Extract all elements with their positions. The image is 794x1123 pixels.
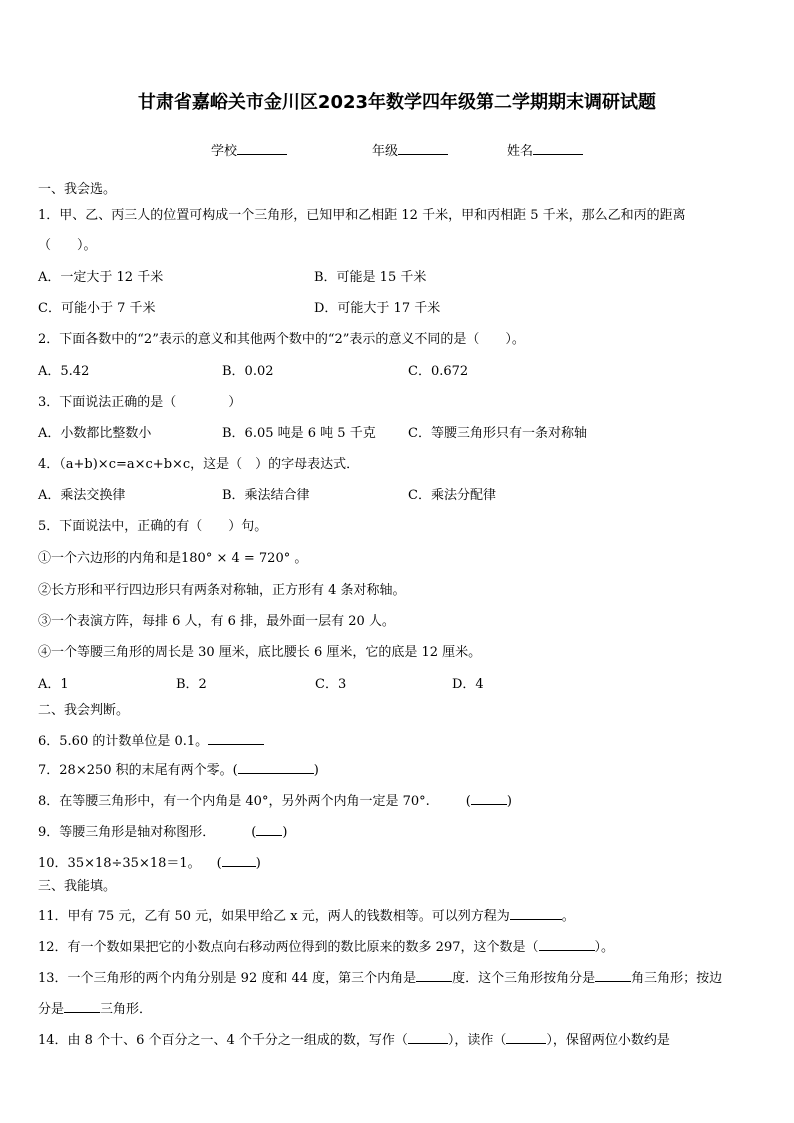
option-a[interactable]: A．乘法交换律 [38,488,126,503]
paren-open: ( [216,856,222,871]
question-10 [38,853,261,872]
option-b[interactable]: B．可能是 15 千米 [314,270,427,285]
name-label: 姓名 [507,144,534,159]
period: 。 [561,909,575,924]
answer-blank[interactable] [408,1030,448,1044]
option-b[interactable]: B．0.02 [222,364,274,379]
option-d[interactable]: D．4 [452,677,484,692]
question-text: 9．等腰三角形是轴对称图形． [38,825,216,840]
question-text: 13．一个三角形的两个内角分别是 92 度和 44 度，第三个内角是 [38,971,417,986]
school-label: 学校 [211,144,238,159]
question-text: 8．在等腰三角形中，有一个内角是 40°，另外两个内角一定是 70°. [38,794,430,809]
question-text: 4．（a+b)×c=a×c+b×c，这是（ ）的字母表达式． [38,457,360,472]
statement-1: ①一个六边形的内角和是180° × 4 = 720° 。 [38,551,308,566]
question-11 [38,906,575,925]
question-text: （ ）。 [38,238,97,253]
statement-3: ③一个表演方阵，每排 6 人，有 6 排，最外面一层有 20 人。 [38,614,395,629]
question-text: 3．下面说法正确的是（ ） [38,395,242,410]
option-c[interactable]: C．可能小于 7 千米 [38,301,156,316]
option-d[interactable]: D．可能大于 17 千米 [314,301,441,316]
answer-blank[interactable] [222,853,256,867]
question-12 [38,937,614,956]
answer-blank[interactable] [208,731,264,745]
question-text: 11．甲有 75 元，乙有 50 元，如果甲给乙 x 元，两人的钱数相等。可以列方程为 [38,909,510,924]
question-13-line1 [38,968,722,987]
page-title: 甘肃省嘉峪关市金川区2023年数学四年级第二学期期末调研试题 [137,92,657,113]
question-6 [38,731,264,750]
school-field [211,140,287,159]
question-text: 2．下面各数中的“2”表示的意义和其他两个数中的“2”表示的意义不同的是（ ）。 [38,332,525,347]
section-heading: 一、我会选。 [38,182,117,197]
question-text: 12．有一个数如果把它的小数点向右移动两位得到的数比原来的数多 297，这个数是（ [38,940,539,955]
question-text: 5．下面说法中，正确的有（ ）句。 [38,519,268,534]
question-9 [38,822,287,841]
answer-blank[interactable] [539,937,595,951]
answer-blank[interactable] [238,760,314,774]
statement-2: ②长方形和平行四边形只有两条对称轴，正方形有 4 条对称轴。 [38,583,406,598]
question-8 [38,791,512,810]
answer-blank[interactable] [595,968,631,982]
option-a[interactable]: A．5.42 [38,364,90,379]
question-text: 6．5.60 的计数单位是 0.1。 [38,734,209,749]
option-a[interactable]: A．1 [38,677,69,692]
question-text: 分是 [38,1002,65,1017]
question-text: 7．28×250 积的末尾有两个零。( [38,763,238,778]
paren-close: ) [255,856,261,871]
option-c[interactable]: C．3 [315,677,347,692]
paren-close: ) [282,825,288,840]
option-c[interactable]: C．乘法分配律 [408,488,496,503]
question-13-line2 [38,999,152,1018]
answer-blank[interactable] [510,906,562,920]
question-text: ），读作（ [447,1033,507,1048]
answer-blank[interactable] [256,822,282,836]
option-b[interactable]: B．6.05 吨是 6 吨 5 千克 [222,426,376,441]
question-text: ），保留两位小数约是 [546,1033,670,1048]
paren-open: ( [465,794,471,809]
paren-close: ) [313,763,319,778]
grade-label: 年级 [372,144,399,159]
question-text: 1．甲、乙、丙三人的位置可构成一个三角形，已知甲和乙相距 12 千米，甲和丙相距 5 千米，那么乙和丙的距离 [38,208,686,223]
section-heading: 二、我会判断。 [38,703,130,718]
section-heading: 三、我能填。 [38,879,117,894]
option-a[interactable]: A．一定大于 12 千米 [38,270,164,285]
question-text: 角三角形；按边 [631,971,723,986]
answer-blank[interactable] [506,1030,546,1044]
name-field [507,140,583,159]
paren-open: ( [251,825,257,840]
statement-4: ④一个等腰三角形的周长是 30 厘米，底比腰长 6 厘米，它的底是 12 厘米。 [38,645,482,660]
option-b[interactable]: B．2 [176,677,207,692]
option-a[interactable]: A．小数都比整数小 [38,426,152,441]
option-c[interactable]: C．等腰三角形只有一条对称轴 [408,426,587,441]
question-text: 10．35×18÷35×18＝1。 [38,856,201,871]
answer-blank[interactable] [471,791,507,805]
grade-field [372,140,448,159]
question-7 [38,760,319,779]
paren-close: ) [506,794,512,809]
option-b[interactable]: B．乘法结合律 [222,488,310,503]
answer-blank[interactable] [416,968,452,982]
grade-blank[interactable] [398,141,448,155]
question-text: 14．由 8 个十、6 个百分之一、4 个千分之一组成的数，写作（ [38,1033,408,1048]
question-14 [38,1030,670,1049]
paren-close: ）。 [594,940,615,955]
school-blank[interactable] [237,141,287,155]
question-text: 度．这个三角形按角分是 [452,971,596,986]
option-c[interactable]: C．0.672 [408,364,469,379]
name-blank[interactable] [533,141,583,155]
answer-blank[interactable] [64,999,100,1013]
question-text: 三角形． [100,1002,153,1017]
